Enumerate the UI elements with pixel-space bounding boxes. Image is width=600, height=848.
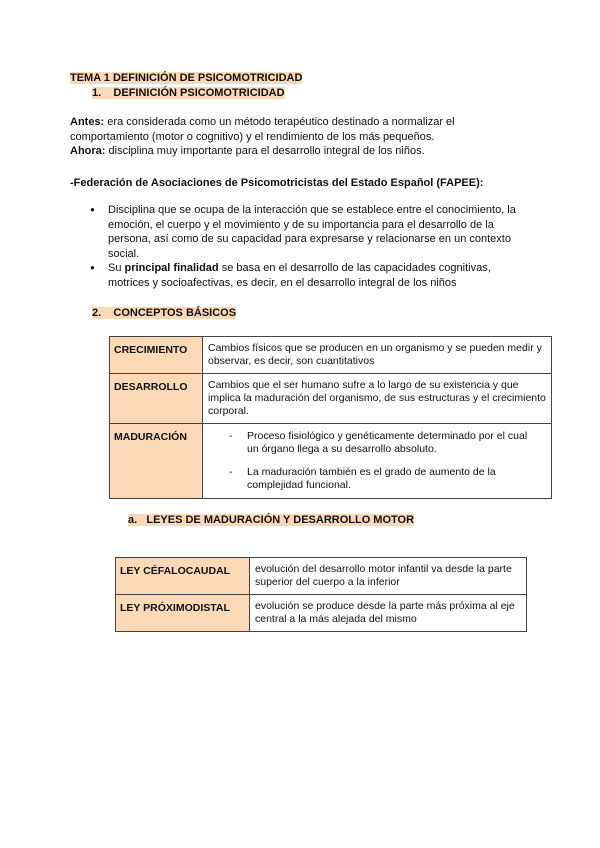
maduracion-item-1: - Proceso fisiológico y genéticamente determinado por el cual un órgano llega a su desarrollo absoluto. [229, 430, 533, 456]
section-1-heading [92, 87, 285, 99]
maduracion-key: MADURACIÓN [110, 424, 203, 499]
antes-line-2: comportamiento (motor o cognitivo) y el rendimiento de los más pequeños. [70, 130, 435, 143]
antes-text-1: era considerada como un método terapéutico destinado a normalizar el [104, 116, 455, 128]
ahora-text: disciplina muy importante para el desarrollo integral de los niños. [105, 145, 425, 157]
maduracion-value [203, 424, 552, 499]
page-title-text: TEMA 1 DEFINICIÓN DE PSICOMOTRICIDAD [70, 72, 303, 84]
fapee-heading: -Federación de Asociaciones de Psicomotricistas del Estado Español (FAPEE): [70, 177, 484, 189]
table-row [116, 595, 527, 632]
table-row [110, 337, 552, 374]
section-1-highlight [92, 87, 285, 99]
fapee-bullet-2 [90, 261, 530, 290]
proximodistal-key: LEY PRÓXIMODISTAL [116, 595, 250, 632]
desarrollo-key: DESARROLLO [110, 374, 203, 424]
fapee-bullet-1: ● Disciplina que se ocupa de la interacción que se establece entre el conocimiento, la emoción, el cuerpo y el movimiento y de su importancia para el desarrollo de la persona, así como de su capacidad para expresarse y relacionarse en un contexto social. [90, 203, 530, 261]
bullet-2-post: se basa en el desarrollo de las capacidades cognitivas, motrices y socioafectivas, es decir, en el desarrollo integral de los niños [108, 262, 491, 289]
subsection-a-label: LEYES DE MADURACIÓN Y DESARROLLO MOTOR [146, 514, 415, 526]
conceptos-table [109, 336, 552, 499]
table-row [116, 558, 527, 595]
desarrollo-value: Cambios que el ser humano sufre a lo largo de su existencia y que implica la maduración del organismo, de sus estructuras y el crecimiento corporal. [203, 374, 552, 424]
section-2-heading [92, 307, 236, 319]
bullet-2-pre: Su [108, 262, 125, 274]
fapee-bullets [90, 203, 530, 290]
bullet-2-bold: principal finalidad [124, 262, 219, 274]
crecimiento-key: CRECIMIENTO [110, 337, 203, 374]
crecimiento-value: Cambios físicos que se producen en un organismo y se pueden medir y observar, es decir, son cuantitativos [203, 337, 552, 374]
maduracion-list [229, 430, 533, 492]
section-2-label: CONCEPTOS BÁSICOS [113, 307, 237, 319]
table-row [110, 374, 552, 424]
proximodistal-value: evolución se produce desde la parte más próxima al eje central a la más alejada del mismo [250, 595, 527, 632]
maduracion-item-2: - La maduración también es el grado de aumento de la complejidad funcional. [229, 466, 533, 492]
fapee-bullet-list [90, 203, 530, 290]
subsection-a-letter: a. [128, 514, 138, 526]
ahora-label: Ahora: [70, 145, 106, 157]
page-title [70, 72, 302, 84]
section-2-number: 2. [92, 307, 102, 319]
leyes-table [115, 557, 527, 632]
section-2-highlight [92, 307, 236, 319]
antes-label: Antes: [70, 116, 105, 128]
subsection-a-highlight [128, 514, 414, 526]
section-1-number: 1. [92, 87, 102, 99]
antes-ahora-paragraph [70, 115, 550, 159]
subsection-a-heading [128, 514, 414, 526]
cefalocaudal-value: evolución del desarrollo motor infantil va desde la parte superior del cuerpo a la inferior [250, 558, 527, 595]
antes-line [70, 115, 550, 130]
section-1-label: DEFINICIÓN PSICOMOTRICIDAD [113, 87, 285, 99]
table-row [110, 424, 552, 499]
ahora-line [70, 144, 550, 159]
cefalocaudal-key: LEY CÉFALOCAUDAL [116, 558, 250, 595]
